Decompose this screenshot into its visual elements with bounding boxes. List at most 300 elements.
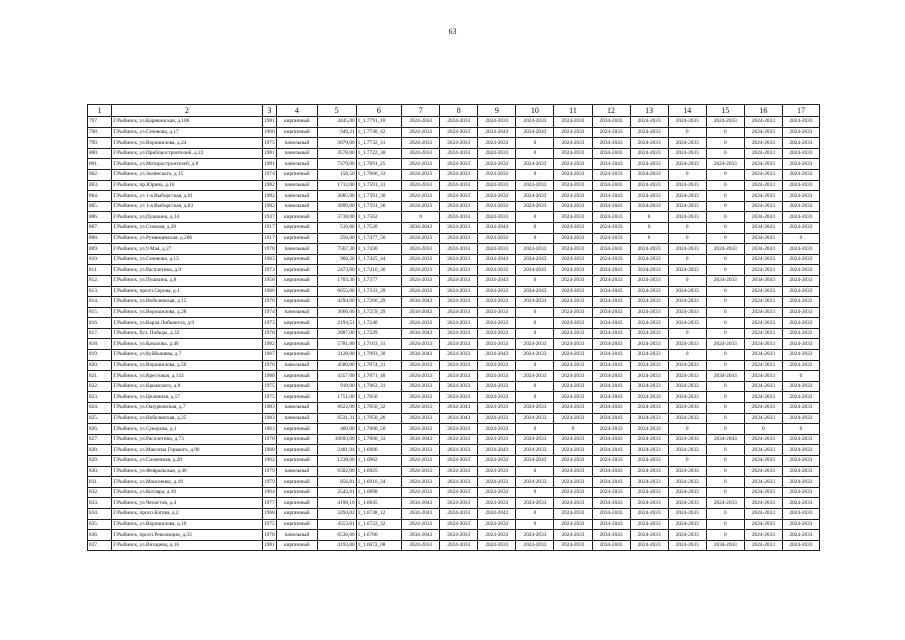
period-cell: 2024-2033 [744,445,782,456]
table-row [88,275,820,286]
period-cell: 0 [706,508,744,519]
area-cell: 6622,00 [317,403,356,414]
year-cell: 1979 [262,477,277,488]
period-cell: 0 [668,350,706,361]
table-row [88,191,820,202]
period-cell: 2034-2043 [592,477,630,488]
period-cell: 2024-2033 [782,307,819,318]
period-cell: 2034-2043 [402,508,440,519]
year-cell: 1958 [262,275,277,286]
column-header: 9 [478,105,516,117]
row-number-cell: 802. [88,169,112,180]
period-cell: 2024-2033 [478,413,516,424]
period-cell: 0 [706,307,744,318]
area-cell: 918,00 [317,381,356,392]
building-id-cell: 1_1.7377 [356,275,401,286]
building-id-cell: 1_1.7000_33 [356,434,401,445]
address-cell: Г.Рыбинск, ул.Вихарева, д.16 [112,540,262,551]
address-cell: Г.Рыбинск, ул.Сечевова, д.17 [112,127,262,138]
period-cell: 2024-2033 [630,403,668,414]
period-cell: 0 [706,297,744,308]
area-cell: 856,81 [317,477,356,488]
period-cell: 2024-2033 [630,275,668,286]
row-number-cell: 804. [88,191,112,202]
period-cell: 2034-2043 [592,540,630,551]
period-cell: 2024-2033 [402,191,440,202]
period-cell: 2034-2043 [592,445,630,456]
wall-material-cell: панельный [277,138,317,149]
row-number-cell: 822. [88,381,112,392]
period-cell: 2034-2043 [592,350,630,361]
building-id-cell: 1_1.6986 [356,445,401,456]
period-cell: 2034-2043 [592,413,630,424]
year-cell: 1982 [262,339,277,350]
period-cell: 2034-2043 [706,540,744,551]
period-cell: 0 [706,456,744,467]
year-cell: 1981 [262,540,277,551]
building-id-cell: 1_1.7333_39 [356,286,401,297]
period-cell: 2024-2033 [554,169,592,180]
period-cell: 2024-2033 [516,477,554,488]
year-cell: 1962 [262,456,277,467]
table-row [88,117,820,128]
period-cell: 2024-2033 [668,381,706,392]
period-cell: 2024-2033 [668,339,706,350]
period-cell: 2034-2043 [706,371,744,382]
period-cell: 2024-2033 [516,434,554,445]
year-cell: 1974 [262,307,277,318]
period-cell: 2024-2033 [478,201,516,212]
period-cell: 2024-2033 [630,477,668,488]
period-cell: 2024-2033 [630,254,668,265]
period-cell: 2024-2033 [782,445,819,456]
period-cell: 2024-2033 [744,286,782,297]
building-id-cell: 1_1.7591_36 [356,201,401,212]
period-cell: 2034-2043 [592,117,630,128]
period-cell: 2024-2033 [630,456,668,467]
year-cell: 1964 [262,487,277,498]
address-cell: Г.Рыбинск, ул.Котляра, д.10 [112,487,262,498]
building-id-cell: 1_1.7666_33 [356,169,401,180]
table-row [88,456,820,467]
period-cell: 2034-2043 [402,307,440,318]
period-cell: 2024-2033 [706,275,744,286]
building-id-cell: 1_1.7722_30 [356,148,401,159]
wall-material-cell: кирпичный [277,233,317,244]
period-cell: 2024-2033 [782,328,819,339]
table-row [88,540,820,551]
period-cell: 2024-2033 [554,487,592,498]
address-cell: Г.Рыбинск, ул.Расплетина, д.73 [112,434,262,445]
row-number-cell: 820. [88,360,112,371]
period-cell: 0 [706,477,744,488]
period-cell: 2024-2033 [402,201,440,212]
period-cell: 2024-2033 [478,191,516,202]
period-cell: 2024-2033 [440,434,478,445]
period-cell: 2024-2033 [554,498,592,509]
wall-material-cell: панельный [277,466,317,477]
wall-material-cell: панельный [277,191,317,202]
period-cell: 2034-2043 [478,508,516,519]
table-row [88,381,820,392]
period-cell: 2024-2033 [516,159,554,170]
row-number-cell: 816. [88,318,112,329]
table-row [88,212,820,223]
period-cell: 2024-2033 [440,244,478,255]
period-cell: 2024-2033 [668,392,706,403]
row-number-cell: 832. [88,487,112,498]
period-cell: 2024-2033 [668,286,706,297]
period-cell: 2024-2033 [440,201,478,212]
period-cell: 2024-2033 [744,159,782,170]
year-cell: 1982 [262,191,277,202]
table-row [88,254,820,265]
period-cell: 2024-2033 [554,403,592,414]
period-cell: 2024-2033 [744,508,782,519]
wall-material-cell: кирпичный [277,127,317,138]
area-cell: 4294,00 [317,297,356,308]
period-cell: 2024-2033 [782,413,819,424]
wall-material-cell: панельный [277,360,317,371]
period-cell: 2034-2043 [592,392,630,403]
area-cell: 4578,00 [317,148,356,159]
building-id-cell: 1_1.7416_36 [356,265,401,276]
period-cell: 2024-2033 [744,466,782,477]
period-cell: 2024-2033 [668,477,706,488]
period-cell: 2024-2033 [630,350,668,361]
period-cell: 2024-2033 [744,254,782,265]
period-cell: 0 [706,328,744,339]
column-header: 14 [668,105,706,117]
address-cell: Г.Рыбинск, ул.Моторостроителей, д.8 [112,159,262,170]
period-cell: 2024-2033 [516,201,554,212]
period-cell: 2024-2033 [554,413,592,424]
table-row [88,434,820,445]
period-cell: 2024-2033 [630,127,668,138]
area-cell: 4357,00 [317,371,356,382]
period-cell: 2024-2033 [440,265,478,276]
area-cell: 5781,80 [317,339,356,350]
table-row [88,222,820,233]
period-cell: 0 [706,350,744,361]
period-cell: 2024-2033 [402,286,440,297]
address-cell: Г.Рыбинск, ул.Куйбышева, д.7 [112,350,262,361]
period-cell: 2034-2043 [592,381,630,392]
period-cell: 2024-2033 [554,318,592,329]
table-row [88,413,820,424]
period-cell: 2024-2033 [782,477,819,488]
period-cell: 2034-2043 [592,201,630,212]
period-cell: 2024-2033 [440,254,478,265]
period-cell: 2024-2033 [402,138,440,149]
address-cell: Г.Рыбинск, ул.Ворошилова, д.28 [112,307,262,318]
wall-material-cell: кирпичный [277,498,317,509]
period-cell: 2034-2043 [478,254,516,265]
period-cell: 2024-2033 [478,466,516,477]
wall-material-cell: кирпичный [277,286,317,297]
year-cell: 1981 [262,117,277,128]
period-cell: 2024-2033 [554,297,592,308]
building-id-cell: 1_1.7050_32 [356,403,401,414]
period-cell: 2024-2033 [744,498,782,509]
period-cell: 2024-2033 [630,424,668,435]
year-cell: 1963 [262,254,277,265]
table-row [88,148,820,159]
row-number-cell: 803. [88,180,112,191]
wall-material-cell: кирпичный [277,254,317,265]
period-cell: 2024-2033 [630,339,668,350]
period-cell: 0 [516,487,554,498]
area-cell: 7479,00 [317,159,356,170]
table-row [88,424,820,435]
period-cell: 2024-2033 [630,138,668,149]
period-cell: 2024-2033 [554,233,592,244]
wall-material-cell: кирпичный [277,392,317,403]
year-cell: 1976 [262,297,277,308]
year-cell: 1937 [262,212,277,223]
period-cell: 2024-2033 [782,403,819,414]
period-cell: 0 [668,222,706,233]
period-cell: 2024-2033 [592,456,630,467]
period-cell: 2024-2033 [744,180,782,191]
table-row [88,508,820,519]
period-cell: 2034-2043 [592,159,630,170]
table-row [88,519,820,530]
column-header: 10 [516,105,554,117]
year-cell: 1983 [262,413,277,424]
period-cell: 2024-2033 [592,487,630,498]
period-cell: 2024-2033 [478,456,516,467]
area-cell: 2481,94 [317,445,356,456]
year-cell: 1917 [262,222,277,233]
period-cell: 2024-2033 [478,117,516,128]
period-cell: 0 [516,212,554,223]
period-cell: 2024-2033 [516,403,554,414]
address-cell: Г.Рыбинск, ул.Пушкина, д.34 [112,212,262,223]
building-id-cell: 1_1.7562 [356,212,401,223]
period-cell: 2024-2033 [668,201,706,212]
address-cell: Г.Рыбинск, ул.Солнечная, д.20 [112,456,262,467]
period-cell: 2024-2033 [782,138,819,149]
period-cell: 0 [706,212,744,223]
wall-material-cell: кирпичный [277,371,317,382]
period-cell: 2024-2033 [402,424,440,435]
period-cell: 2024-2033 [630,392,668,403]
period-cell: 2024-2033 [440,381,478,392]
period-cell: 2024-2033 [402,169,440,180]
table-row [88,371,820,382]
address-cell: Г.Рыбинск, ул 1-я Выборгская, д.63 [112,201,262,212]
period-cell: 2024-2033 [554,466,592,477]
period-cell: 0 [516,328,554,339]
period-cell: 2024-2033 [668,466,706,477]
area-cell: 3294,02 [317,508,356,519]
period-cell: 2024-2033 [630,244,668,255]
period-cell: 2024-2033 [668,180,706,191]
year-cell: 1978 [262,530,277,541]
table-row [88,339,820,350]
area-cell: 1703,30 [317,275,356,286]
period-cell: 2024-2033 [402,403,440,414]
period-cell: 2024-2033 [554,307,592,318]
address-cell: Г.Рыбинск, ул 1-я Выборгская, д.61 [112,191,262,202]
period-cell: 2024-2033 [402,487,440,498]
period-cell: 0 [630,212,668,223]
building-id-cell: 1_1.7591_31 [356,180,401,191]
period-cell: 2024-2033 [630,530,668,541]
row-number-cell: 809. [88,244,112,255]
period-cell: 0 [554,424,592,435]
period-cell: 2024-2033 [478,328,516,339]
period-cell: 0 [706,318,744,329]
period-cell: 2034-2043 [592,339,630,350]
period-cell: 2024-2033 [402,159,440,170]
table-row [88,328,820,339]
period-cell: 2024-2033 [440,508,478,519]
period-cell: 2024-2033 [516,180,554,191]
period-cell: 2024-2033 [516,530,554,541]
period-cell: 2024-2033 [478,487,516,498]
period-cell: 2024-2033 [592,275,630,286]
period-cell: 2034-2043 [592,508,630,519]
period-cell: 2034-2043 [402,222,440,233]
area-cell: 960,20 [317,254,356,265]
building-id-cell: 1_1.7163_31 [356,339,401,350]
address-cell: Г.Рыбинск, ул.Качалова, д.46 [112,339,262,350]
building-id-cell: 1_1.7691_25 [356,159,401,170]
address-cell: Г.Рыбинск, ул.Февральская, д.46 [112,466,262,477]
wall-material-cell: кирпичный [277,487,317,498]
period-cell: 2024-2033 [402,127,440,138]
row-number-cell: 801. [88,159,112,170]
year-cell: 1973 [262,318,277,329]
building-id-cell: 1_1.7229 [356,328,401,339]
period-cell: 2024-2033 [630,297,668,308]
building-id-cell: 1_1.7740_42 [356,127,401,138]
period-cell: 2024-2033 [744,339,782,350]
row-number-cell: 821. [88,371,112,382]
period-cell: 2024-2033 [668,265,706,276]
period-cell: 2024-2033 [554,244,592,255]
period-cell: 2024-2033 [630,371,668,382]
period-cell: 2024-2033 [440,530,478,541]
period-cell: 2024-2033 [554,201,592,212]
wall-material-cell: панельный [277,413,317,424]
period-cell: 2024-2033 [402,117,440,128]
period-cell: 2024-2033 [592,169,630,180]
period-cell: 2024-2033 [440,392,478,403]
period-cell: 2024-2033 [668,212,706,223]
period-cell: 2024-2033 [516,297,554,308]
period-cell: 0 [706,233,744,244]
period-cell: 2024-2033 [440,169,478,180]
period-cell: 2024-2033 [554,159,592,170]
period-cell: 2024-2033 [478,265,516,276]
table-row [88,360,820,371]
table-row [88,350,820,361]
address-cell: Г.Рыбинск, ул.Пушкина, д.8 [112,275,262,286]
period-cell: 2024-2033 [440,424,478,435]
building-id-cell: 1_1.6748_12 [356,508,401,519]
period-cell: 2024-2033 [744,318,782,329]
period-cell: 2024-2033 [744,265,782,276]
period-cell: 2034-2043 [516,265,554,276]
period-cell: 2024-2033 [402,466,440,477]
period-cell: 2034-2043 [592,244,630,255]
address-cell: Г.Рыбинск, ул.Карякинская, д.106 [112,117,262,128]
period-cell: 2024-2033 [440,466,478,477]
period-cell: 0 [516,466,554,477]
area-cell: 256,00 [317,233,356,244]
column-header: 15 [706,105,744,117]
table-row [88,201,820,212]
period-cell: 0 [630,233,668,244]
row-number-cell: 823. [88,392,112,403]
period-cell: 2024-2033 [554,286,592,297]
period-cell: 2024-2033 [668,434,706,445]
address-cell: Г.Рыбинск, ул.Моисеенко, д.18 [112,477,262,488]
table-row [88,403,820,414]
period-cell: 2024-2033 [592,222,630,233]
period-cell: 2024-2033 [592,212,630,223]
period-cell: 2024-2033 [554,540,592,551]
area-cell: 3738,00 [317,212,356,223]
period-cell: 2024-2033 [554,434,592,445]
address-cell: Г.Рыбинск, ул.Нобелевская, д.15 [112,297,262,308]
period-cell: 2024-2033 [402,381,440,392]
area-cell: 1712,00 [317,180,356,191]
period-cell: 2024-2033 [478,244,516,255]
year-cell: 1960 [262,127,277,138]
row-number-cell: 830. [88,466,112,477]
row-number-cell: 818. [88,339,112,350]
period-cell: 2024-2033 [782,339,819,350]
period-cell: 2034-2043 [592,307,630,318]
table-row [88,318,820,329]
period-cell: 2024-2033 [630,148,668,159]
period-cell: 2024-2033 [744,127,782,138]
period-cell: 2024-2033 [516,540,554,551]
period-cell: 2024-2033 [402,445,440,456]
column-header: 1 [88,105,112,117]
period-cell: 0 [516,392,554,403]
period-cell: 0 [706,403,744,414]
year-cell: 1978 [262,328,277,339]
wall-material-cell: кирпичный [277,434,317,445]
row-number-cell: 817. [88,328,112,339]
period-cell: 2034-2043 [402,350,440,361]
period-cell: 2024-2033 [402,371,440,382]
building-id-cell: 1_1.7430 [356,244,401,255]
page-number: 63 [448,27,457,36]
row-number-cell: 798. [88,127,112,138]
period-cell: 2024-2033 [554,508,592,519]
period-cell: 2024-2033 [554,222,592,233]
period-cell: 2024-2033 [554,328,592,339]
period-cell: 2024-2033 [440,318,478,329]
period-cell: 2034-2043 [592,180,630,191]
wall-material-cell: панельный [277,244,317,255]
year-cell: 1973 [262,265,277,276]
row-number-cell: 831. [88,477,112,488]
period-cell: 2024-2033 [630,360,668,371]
period-cell: 0 [706,222,744,233]
period-cell: 2024-2033 [440,307,478,318]
column-header: 5 [317,105,356,117]
period-cell: 2034-2043 [402,434,440,445]
row-number-cell: 800. [88,148,112,159]
period-cell: 2024-2033 [440,286,478,297]
